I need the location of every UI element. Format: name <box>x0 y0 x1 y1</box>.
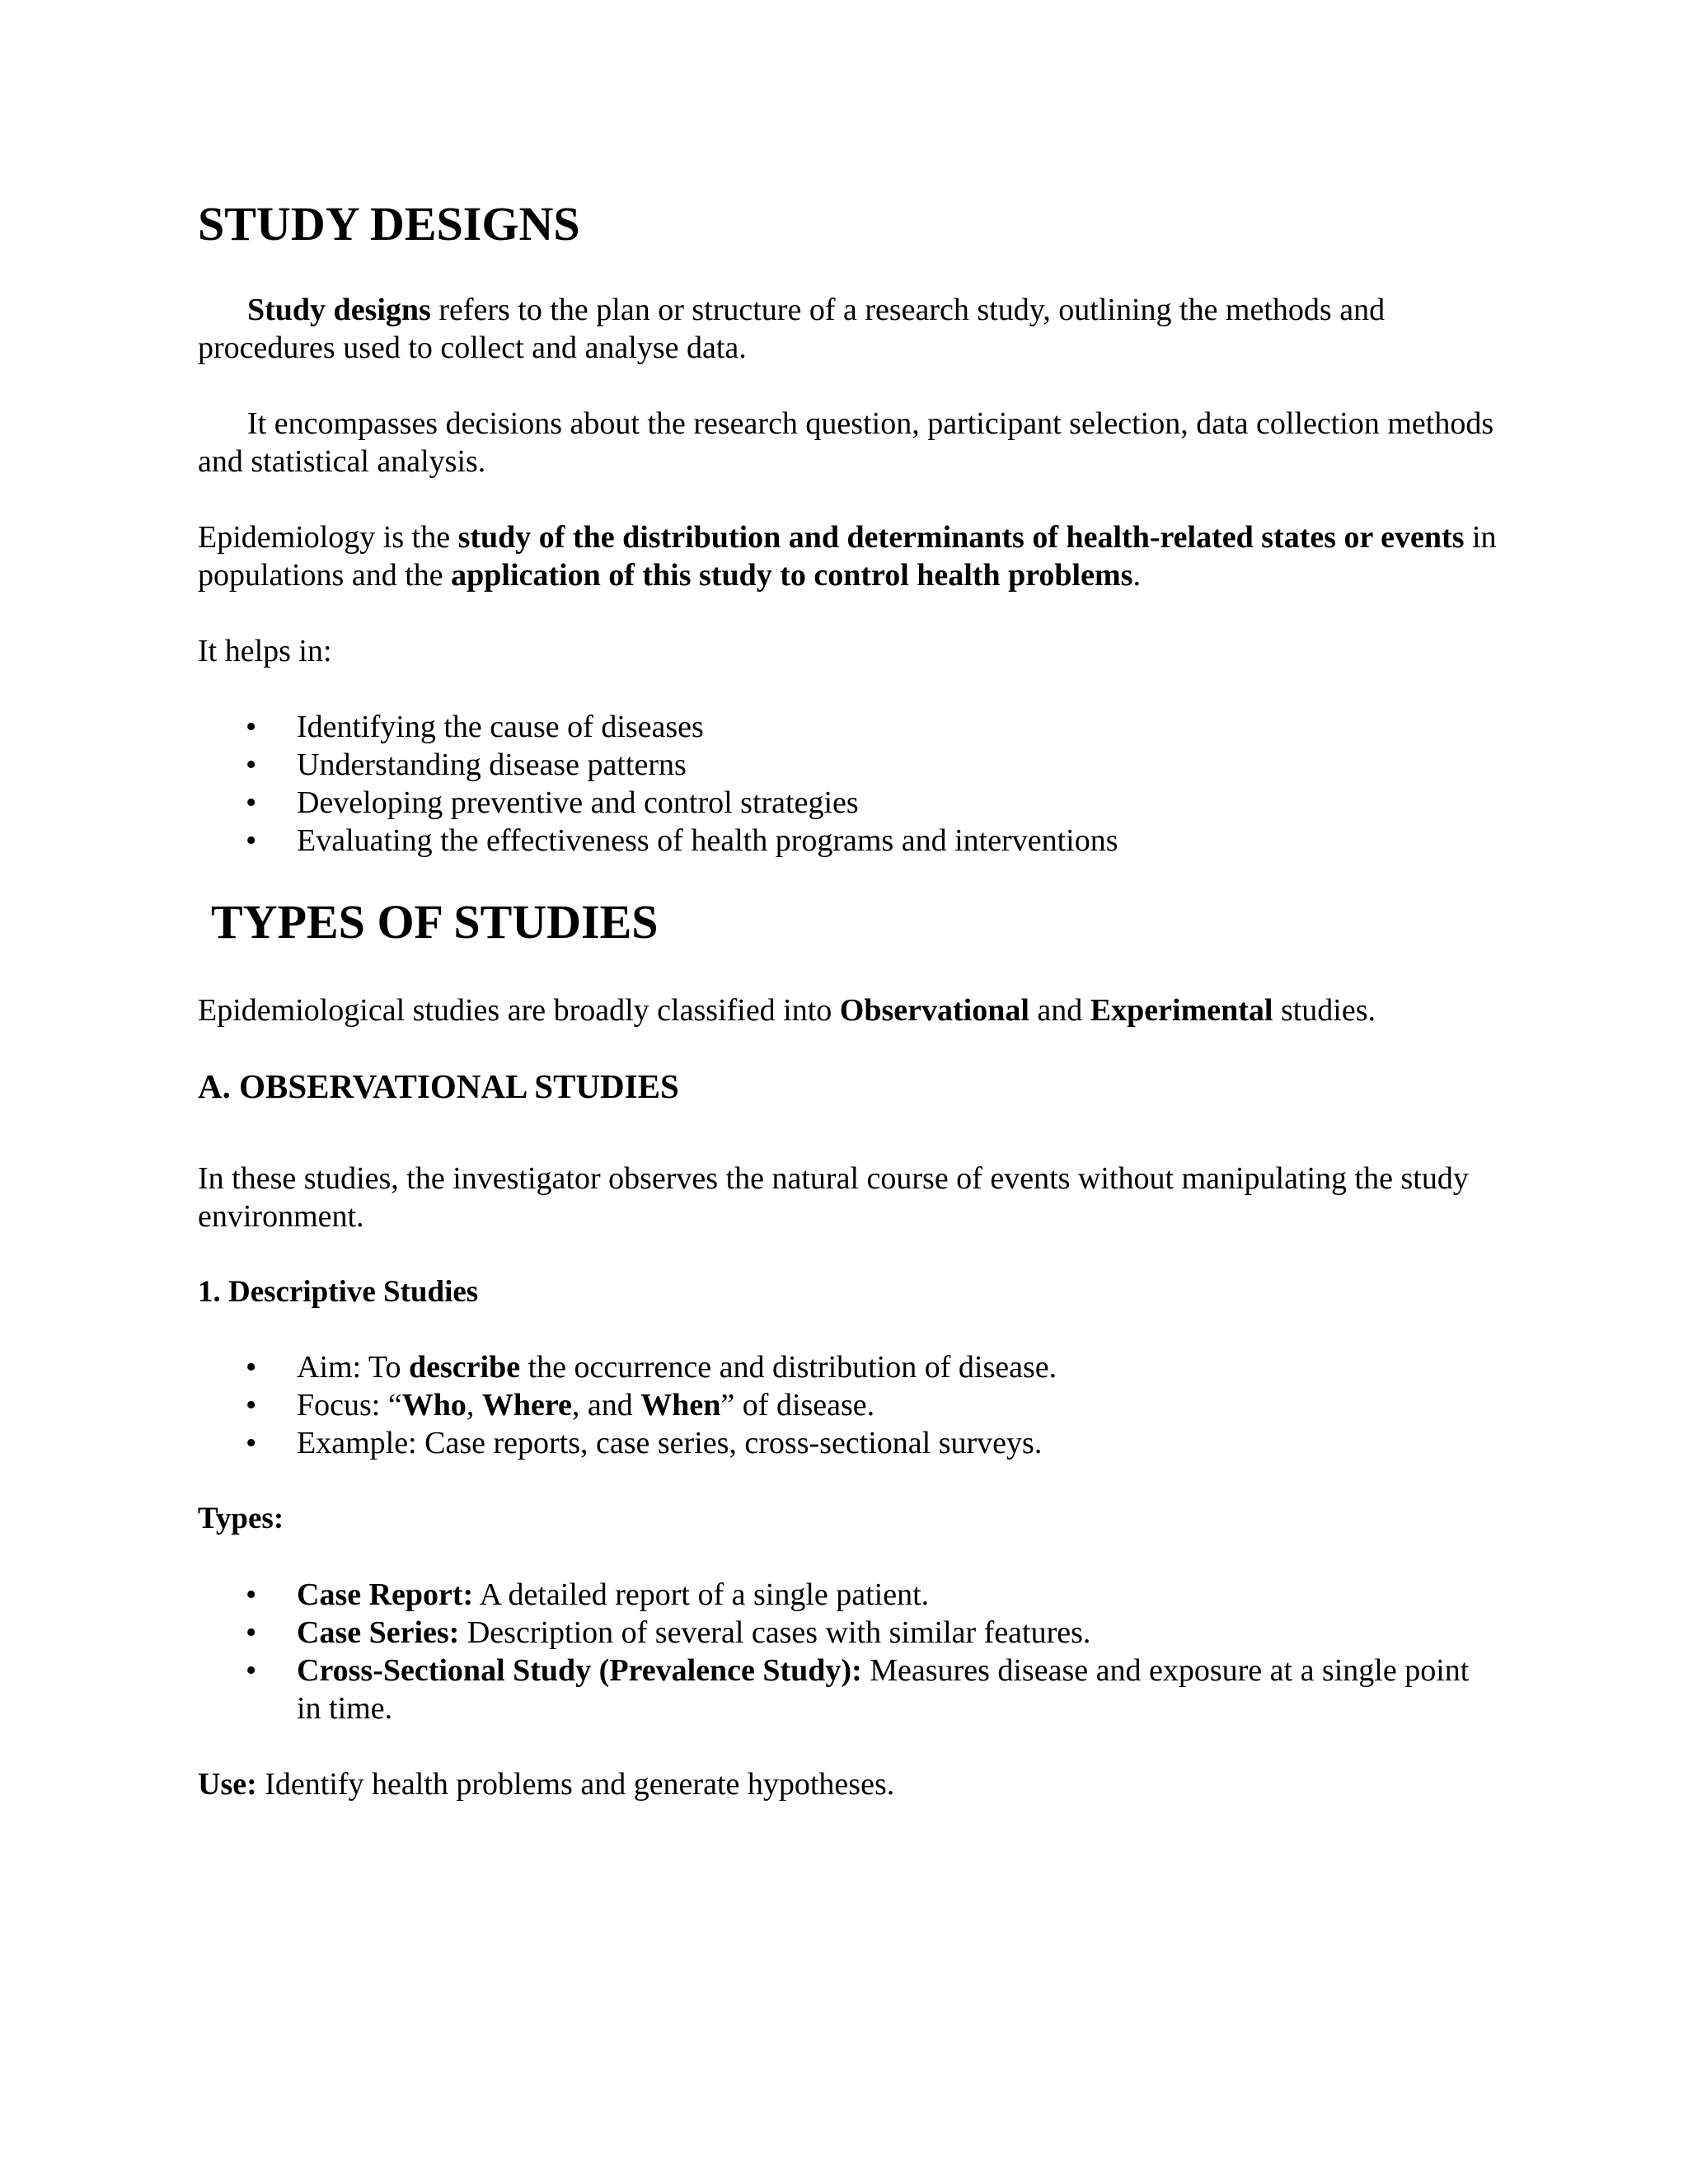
list-item <box>198 1348 1500 1386</box>
type-desc: A detailed report of a single patient. <box>473 1577 930 1612</box>
bullet-icon: • <box>246 748 257 782</box>
focus-when: When <box>640 1388 721 1422</box>
aim-bold: describe <box>409 1350 521 1385</box>
types-text-a: Epidemiological studies are broadly classified into <box>198 993 840 1028</box>
descriptive-list <box>198 1348 1500 1462</box>
term-study-designs: Study designs <box>247 293 431 327</box>
bullet-icon: • <box>246 710 257 744</box>
type-desc: Measures disease and exposure at a single point in time. <box>297 1653 1470 1726</box>
type-term: Case Report: <box>297 1577 474 1612</box>
intro-paragraph-1 <box>198 291 1500 367</box>
focus-sep-1: , <box>466 1388 482 1422</box>
observational-heading: A. OBSERVATIONAL STUDIES <box>198 1067 679 1105</box>
types-text-e: studies. <box>1273 993 1376 1028</box>
list-item <box>198 784 1500 822</box>
list-item <box>198 1652 1500 1727</box>
helps-label: It helps in: <box>198 634 332 668</box>
term-experimental: Experimental <box>1090 993 1273 1028</box>
list-item <box>198 1424 1500 1462</box>
intro-paragraph-2: It encompasses decisions about the research question, participant selection, data collection methods and statistical analysis. <box>198 406 1494 479</box>
list-item <box>198 746 1500 784</box>
use-label: Use: <box>198 1767 257 1802</box>
type-term: Cross-Sectional Study (Prevalence Study): <box>297 1653 862 1688</box>
types-list <box>198 1576 1500 1727</box>
aim-text-c: the occurrence and distribution of disease. <box>520 1350 1057 1385</box>
use-line <box>198 1765 894 1803</box>
aim-text-a: Aim: To <box>297 1350 409 1385</box>
descriptive-heading: 1. Descriptive Studies <box>198 1275 479 1309</box>
epidemiology-definition <box>198 518 1500 594</box>
definition-text-e: . <box>1132 558 1141 593</box>
page-title: STUDY DESIGNS <box>198 197 580 251</box>
types-label: Types: <box>198 1502 284 1535</box>
bullet-icon: • <box>246 1615 257 1650</box>
list-item <box>198 822 1500 860</box>
use-text: Identify health problems and generate hypotheses. <box>256 1767 895 1802</box>
term-observational: Observational <box>839 993 1029 1028</box>
focus-who: Who <box>401 1388 467 1422</box>
focus-sep-2: , and <box>571 1388 641 1422</box>
definition-text-a: Epidemiology is the <box>198 520 458 555</box>
list-item <box>198 1614 1500 1652</box>
bullet-icon: • <box>246 1350 257 1385</box>
bullet-icon: • <box>246 785 257 820</box>
focus-end: ” of disease. <box>720 1388 875 1422</box>
bullet-icon: • <box>246 1388 257 1422</box>
list-item-text: Identifying the cause of diseases <box>297 710 704 744</box>
focus-where: Where <box>481 1388 572 1422</box>
bullet-icon: • <box>246 1577 257 1612</box>
list-item <box>198 1386 1500 1424</box>
focus-text-a: Focus: “ <box>297 1388 402 1422</box>
bullet-icon: • <box>246 1653 257 1688</box>
types-heading: TYPES OF STUDIES <box>211 895 659 949</box>
type-desc: Description of several cases with similar features. <box>459 1615 1091 1650</box>
definition-text-c: in populations and the <box>198 520 1497 593</box>
list-item-text: Evaluating the effectiveness of health programs and interventions <box>297 823 1118 858</box>
helps-list <box>198 708 1500 860</box>
intro-paragraph-1-text: refers to the plan or structure of a research study, outlining the methods and procedures used to collect and analyse data. <box>198 293 1386 365</box>
list-item-text: Developing preventive and control strategies <box>297 785 859 820</box>
example-text: Example: Case reports, case series, cross-sectional surveys. <box>297 1426 1043 1460</box>
types-text-c: and <box>1029 993 1090 1028</box>
list-item <box>198 1576 1500 1614</box>
observational-paragraph: In these studies, the investigator observes the natural course of events without manipulating the study environment. <box>198 1161 1469 1234</box>
bullet-icon: • <box>246 1426 257 1460</box>
type-term: Case Series: <box>297 1615 460 1650</box>
list-item-text: Understanding disease patterns <box>297 748 687 782</box>
definition-bold-b: study of the distribution and determinants of health-related states or events <box>457 520 1465 555</box>
list-item <box>198 708 1500 746</box>
bullet-icon: • <box>246 823 257 858</box>
definition-bold-d: application of this study to control health problems <box>451 558 1133 593</box>
types-paragraph <box>198 991 1376 1029</box>
